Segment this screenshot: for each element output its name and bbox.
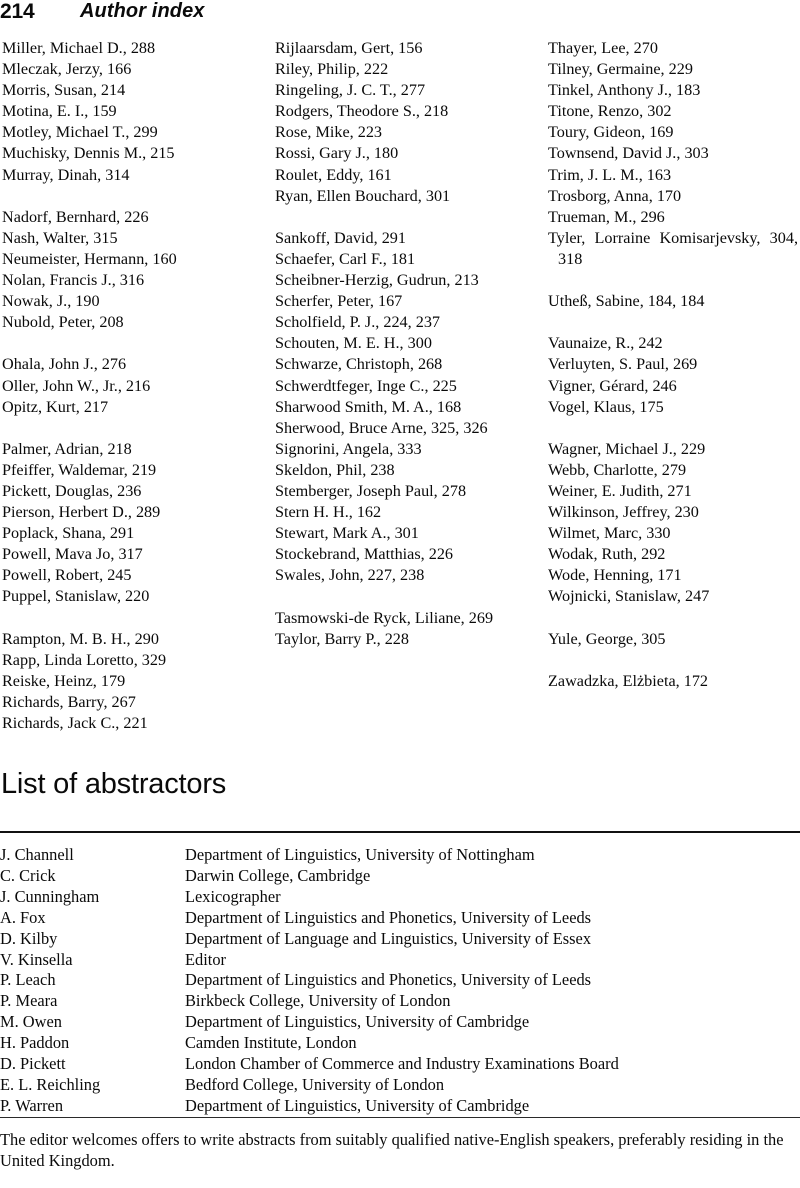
index-entry: Motley, Michael T., 299 <box>2 123 158 142</box>
index-entry: Stemberger, Joseph Paul, 278 <box>275 481 467 500</box>
table-row <box>0 970 800 991</box>
index-entry: Wode, Henning, 171 <box>548 566 682 585</box>
abstractor-affiliation: Editor <box>185 949 226 969</box>
index-entry: Morris, Susan, 214 <box>2 81 126 100</box>
abstractor-name: J. Cunningham <box>0 886 100 906</box>
index-letter-gap <box>548 312 798 333</box>
index-entry: Tyler, Lorraine Komisarjevsky, 304, 318 <box>548 228 798 268</box>
index-column-2 <box>275 38 530 650</box>
abstractor-affiliation: Darwin College, Cambridge <box>185 865 371 885</box>
index-entry: Poplack, Shana, 291 <box>2 524 135 543</box>
index-entry: Stockebrand, Matthias, 226 <box>275 545 454 564</box>
index-letter-gap <box>548 650 798 671</box>
section-rule-top <box>0 831 800 833</box>
abstractor-name: J. Channell <box>0 845 74 864</box>
index-entry: Taylor, Barry P., 228 <box>275 629 409 648</box>
index-entry: Rodgers, Theodore S., 218 <box>275 102 449 121</box>
index-entry: Swales, John, 227, 238 <box>275 566 425 585</box>
index-entry: Tilney, Germaine, 229 <box>548 60 693 79</box>
index-letter-gap <box>275 586 530 607</box>
index-entry: Rossi, Gary J., 180 <box>275 144 399 163</box>
index-entry: Sharwood Smith, M. A., 168 <box>275 397 462 416</box>
abstractor-affiliation: Lexicographer <box>185 886 281 906</box>
index-entry: Webb, Charlotte, 279 <box>548 460 687 479</box>
index-entry: Rose, Mike, 223 <box>275 123 383 142</box>
abstractors-table-body <box>0 845 800 1117</box>
table-row <box>0 1012 800 1033</box>
index-entry: Opitz, Kurt, 217 <box>2 397 109 416</box>
index-entry: Mleczak, Jerzy, 166 <box>2 60 132 79</box>
index-letter-gap <box>548 608 798 629</box>
index-entry: Scholfield, P. J., 224, 237 <box>275 313 441 332</box>
abstractor-name: E. L. Reichling <box>0 1074 101 1094</box>
index-entry: Toury, Gideon, 169 <box>548 123 674 142</box>
running-head <box>0 0 800 30</box>
index-column-3 <box>548 38 798 692</box>
index-entry: Schwarze, Christoph, 268 <box>275 355 443 374</box>
abstractor-name: P. Leach <box>0 970 56 990</box>
table-row <box>0 1075 800 1096</box>
index-entry: Scheibner-Herzig, Gudrun, 213 <box>275 271 479 290</box>
index-entry: Riley, Philip, 222 <box>275 60 389 79</box>
index-entry: Wojnicki, Stanislaw, 247 <box>548 587 710 606</box>
abstractor-name: D. Pickett <box>0 1054 66 1074</box>
index-entry: Nowak, J., 190 <box>2 292 100 311</box>
index-entry: Nadorf, Bernhard, 226 <box>2 207 149 226</box>
running-head-title: Author index <box>80 0 205 22</box>
index-entry: Wilkinson, Jeffrey, 230 <box>548 503 699 522</box>
abstractor-affiliation: Department of Linguistics, University of Nottingham <box>185 845 535 864</box>
index-entry: Utheß, Sabine, 184, 184 <box>548 292 705 311</box>
index-entry: Ryan, Ellen Bouchard, 301 <box>275 186 451 205</box>
index-entry: Nubold, Peter, 208 <box>2 313 124 332</box>
index-entry: Palmer, Adrian, 218 <box>2 439 132 458</box>
index-entry: Signorini, Angela, 333 <box>275 439 422 458</box>
index-entry: Trueman, M., 296 <box>548 207 665 226</box>
index-entry: Weiner, E. Judith, 271 <box>548 481 692 500</box>
abstractors-section <box>0 768 800 1171</box>
abstractor-affiliation: Bedford College, University of London <box>185 1074 445 1094</box>
index-letter-gap <box>548 418 798 439</box>
abstractor-affiliation: Camden Institute, London <box>185 1033 357 1053</box>
abstractor-affiliation: Department of Linguistics and Phonetics, University of Leeds <box>185 970 592 990</box>
table-row <box>0 908 800 929</box>
index-entry: Yule, George, 305 <box>548 629 666 648</box>
table-row <box>0 1054 800 1075</box>
index-entry: Thayer, Lee, 270 <box>548 39 658 57</box>
index-entry: Rijlaarsdam, Gert, 156 <box>275 39 423 57</box>
index-entry: Richards, Barry, 267 <box>2 692 136 711</box>
index-entry: Vogel, Klaus, 175 <box>548 397 664 416</box>
index-entry: Pierson, Herbert D., 289 <box>2 503 161 522</box>
index-letter-gap <box>548 270 798 291</box>
index-entry: Ohala, John J., 276 <box>2 355 127 374</box>
index-entry: Trosborg, Anna, 170 <box>548 186 682 205</box>
index-entry: Miller, Michael D., 288 <box>2 39 156 57</box>
abstractor-name: V. Kinsella <box>0 949 73 969</box>
index-entry: Muchisky, Dennis M., 215 <box>2 144 175 163</box>
index-entry: Tinkel, Anthony J., 183 <box>548 81 701 100</box>
index-entry: Stern H. H., 162 <box>275 503 382 522</box>
table-row <box>0 1096 800 1117</box>
index-entry: Schaefer, Carl F., 181 <box>275 249 416 268</box>
section-title: List of abstractors <box>1 768 227 800</box>
abstractor-name: P. Warren <box>0 1095 64 1115</box>
index-entry: Titone, Renzo, 302 <box>548 102 672 121</box>
index-entry: Vigner, Gérard, 246 <box>548 376 677 395</box>
index-entry: Roulet, Eddy, 161 <box>275 165 392 184</box>
index-entry: Puppel, Stanislaw, 220 <box>2 587 150 606</box>
index-entry: Murray, Dinah, 314 <box>2 165 130 184</box>
index-letter-gap <box>2 186 252 207</box>
index-entry: Trim, J. L. M., 163 <box>548 165 672 184</box>
index-entry: Vaunaize, R., 242 <box>548 334 663 353</box>
index-entry: Townsend, David J., 303 <box>548 144 709 163</box>
index-entry: Scherfer, Peter, 167 <box>275 292 403 311</box>
abstractor-name: P. Meara <box>0 991 58 1011</box>
table-row <box>0 845 800 866</box>
table-row <box>0 887 800 908</box>
abstractor-affiliation: London Chamber of Commerce and Industry Examinations Board <box>185 1054 619 1074</box>
closing-note: The editor welcomes offers to write abstracts from suitably qualified native-English speakers, preferably residing in the United Kingdom. <box>0 1129 784 1170</box>
table-row <box>0 929 800 950</box>
index-letter-gap <box>2 608 252 629</box>
abstractors-table <box>0 845 800 1117</box>
index-entry: Oller, John W., Jr., 216 <box>2 376 151 395</box>
abstractor-affiliation: Department of Language and Linguistics, University of Essex <box>185 928 592 948</box>
abstractor-affiliation: Department of Linguistics, University of Cambridge <box>185 1012 530 1032</box>
index-entry: Sherwood, Bruce Arne, 325, 326 <box>275 418 488 437</box>
abstractor-name: M. Owen <box>0 1012 62 1032</box>
table-row <box>0 991 800 1012</box>
index-entry: Schwerdtfeger, Inge C., 225 <box>275 376 457 395</box>
index-entry: Nolan, Francis J., 316 <box>2 271 145 290</box>
index-entry: Zawadzka, Elżbieta, 172 <box>548 671 709 690</box>
abstractor-name: D. Kilby <box>0 928 58 948</box>
index-letter-gap <box>2 333 252 354</box>
index-entry: Nash, Walter, 315 <box>2 228 118 247</box>
table-row <box>0 1033 800 1054</box>
index-entry: Powell, Robert, 245 <box>2 566 132 585</box>
page-number: 214 <box>0 0 35 23</box>
abstractor-affiliation: Birkbeck College, University of London <box>185 991 451 1011</box>
index-entry: Powell, Mava Jo, 317 <box>2 545 143 564</box>
index-entry: Rampton, M. B. H., 290 <box>2 629 159 648</box>
index-entry: Wagner, Michael J., 229 <box>548 439 706 458</box>
index-entry: Tasmowski-de Ryck, Liliane, 269 <box>275 608 494 627</box>
index-entry: Pfeiffer, Waldemar, 219 <box>2 460 157 479</box>
abstractor-affiliation: Department of Linguistics and Phonetics, University of Leeds <box>185 907 592 927</box>
index-entry: Richards, Jack C., 221 <box>2 714 148 732</box>
index-entry: Reiske, Heinz, 179 <box>2 671 126 690</box>
index-letter-gap <box>275 207 530 228</box>
table-row <box>0 950 800 971</box>
index-letter-gap <box>2 418 252 439</box>
abstractor-name: C. Crick <box>0 865 56 885</box>
index-entry: Pickett, Douglas, 236 <box>2 481 142 500</box>
abstractor-name: A. Fox <box>0 907 46 927</box>
index-entry: Skeldon, Phil, 238 <box>275 460 395 479</box>
index-column-1 <box>2 38 252 734</box>
index-entry: Rapp, Linda Loretto, 329 <box>2 650 167 669</box>
index-entry: Wilmet, Marc, 330 <box>548 524 671 543</box>
abstractor-affiliation: Department of Linguistics, University of Cambridge <box>185 1095 530 1115</box>
abstractor-name: H. Paddon <box>0 1033 70 1053</box>
index-entry: Verluyten, S. Paul, 269 <box>548 355 698 374</box>
index-entry: Ringeling, J. C. T., 277 <box>275 81 426 100</box>
index-entry: Neumeister, Hermann, 160 <box>2 249 177 268</box>
index-entry: Schouten, M. E. H., 300 <box>275 334 432 353</box>
index-entry: Stewart, Mark A., 301 <box>275 524 419 543</box>
index-entry: Motina, E. I., 159 <box>2 102 117 121</box>
table-row <box>0 866 800 887</box>
index-entry: Wodak, Ruth, 292 <box>548 545 666 564</box>
index-entry: Sankoff, David, 291 <box>275 228 406 247</box>
